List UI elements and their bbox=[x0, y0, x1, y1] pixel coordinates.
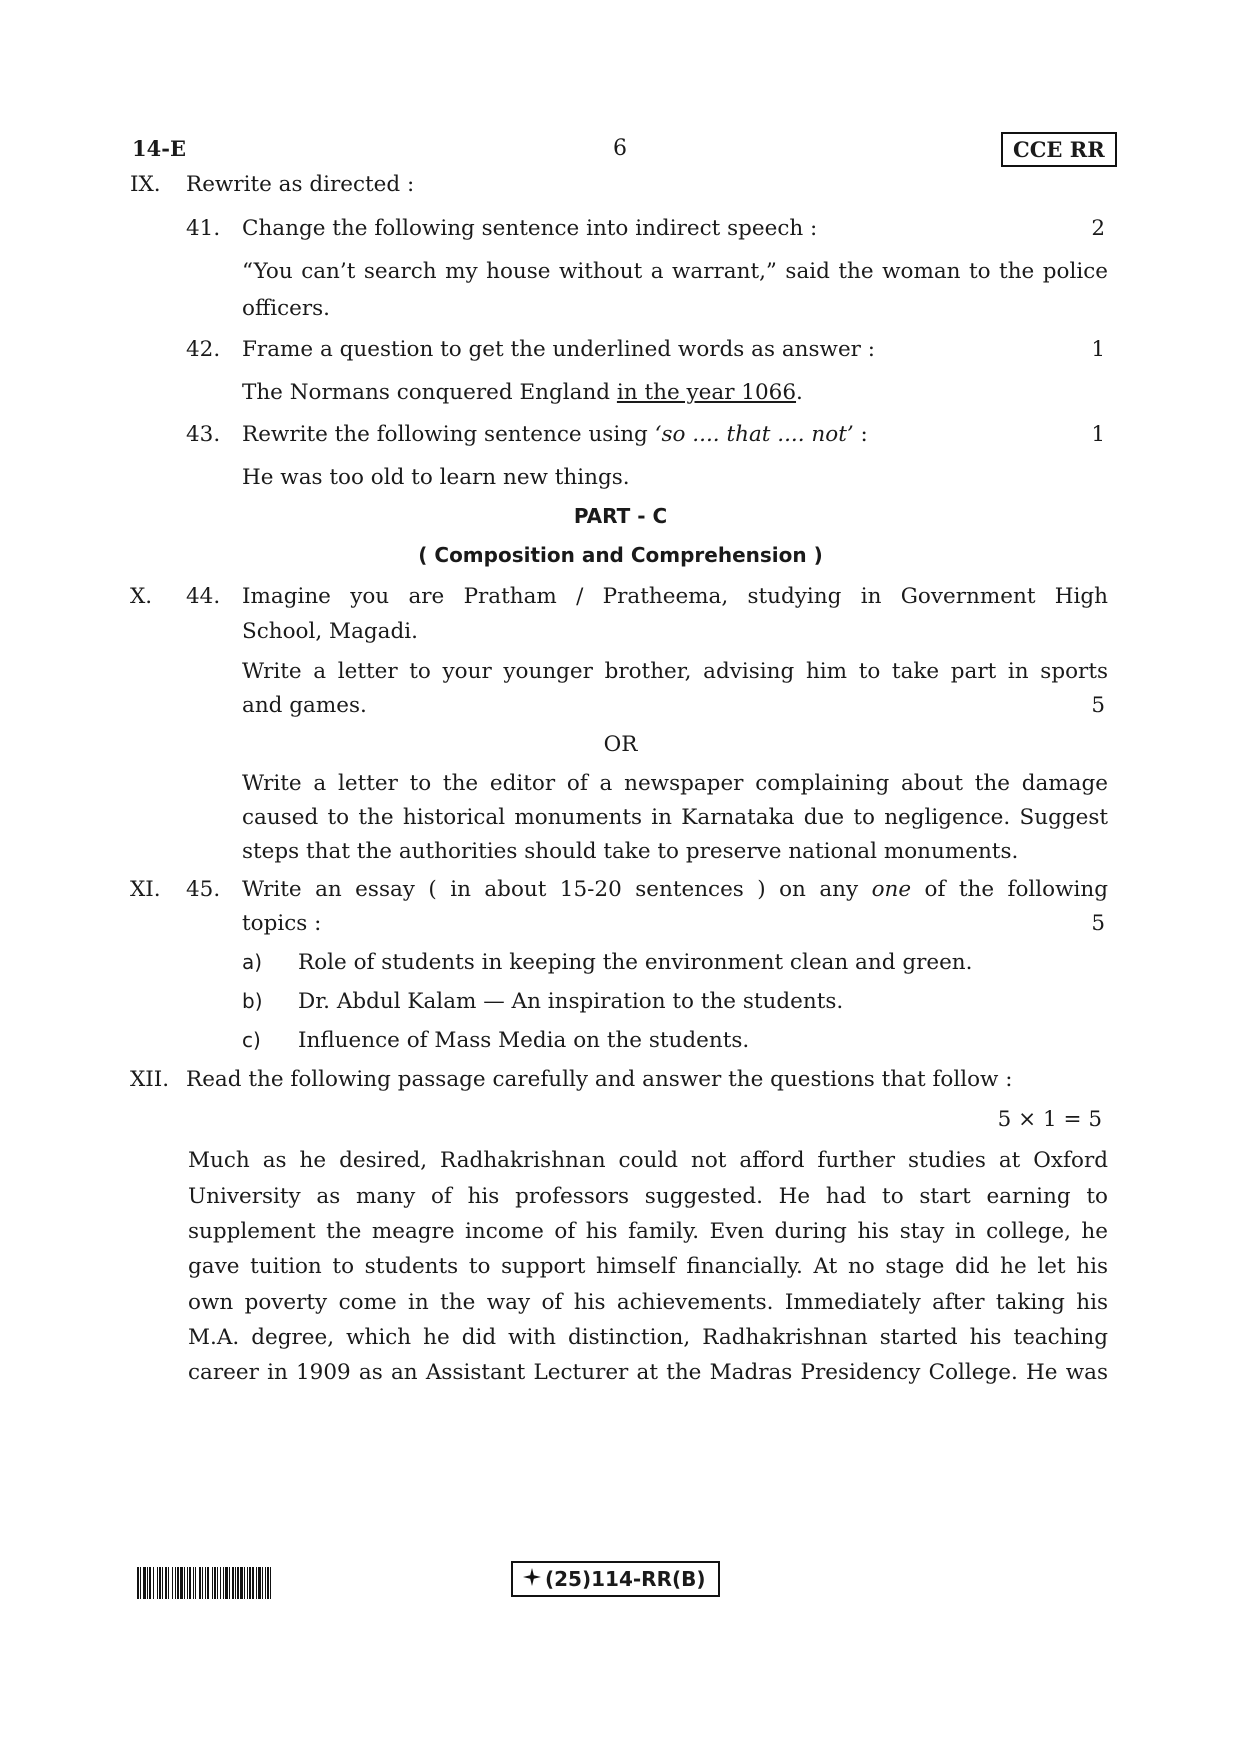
passage-line: career in 1909 as an Assistant Lecturer at the Madras Presidency College. He was bbox=[188, 1360, 1108, 1385]
q44-line-3: Write a letter to your younger brother, advising him to take part in sports bbox=[242, 659, 1108, 684]
passage-line: M.A. degree, which he did with distinction, Radhakrishnan started his teaching bbox=[188, 1325, 1108, 1350]
section-roman: XI. bbox=[130, 877, 161, 902]
passage-line: supplement the meagre income of his family. Even during his stay in college, he bbox=[188, 1219, 1108, 1244]
section-roman: XII. bbox=[130, 1067, 170, 1092]
section-roman: X. bbox=[130, 584, 153, 609]
section-ix-heading bbox=[0, 172, 1241, 206]
question-number: 45. bbox=[186, 877, 221, 902]
question-number: 44. bbox=[186, 584, 221, 609]
q44-line-2: School, Magadi. bbox=[242, 619, 418, 644]
section-roman: IX. bbox=[130, 172, 161, 197]
option-label: c) bbox=[242, 1028, 261, 1052]
question-text bbox=[242, 422, 868, 447]
star-icon bbox=[523, 1567, 541, 1591]
section-xii-marks-row bbox=[0, 1107, 1241, 1141]
option-text: Role of students in keeping the environment clean and green. bbox=[298, 950, 973, 975]
barcode bbox=[137, 1567, 387, 1599]
q45-line-1-start: Write an essay ( in about 15-20 sentences ) on any bbox=[242, 877, 872, 902]
q45-line-2-row bbox=[0, 911, 1241, 945]
question-text: Frame a question to get the underlined words as answer : bbox=[242, 337, 876, 362]
page-number: 6 bbox=[613, 136, 627, 161]
q43-text-start: Rewrite the following sentence using bbox=[242, 422, 655, 447]
part-c-subtitle: ( Composition and Comprehension ) bbox=[418, 543, 823, 567]
paper-code: (25)114-RR(B) bbox=[545, 1567, 706, 1591]
q44-line-1: Imagine you are Pratham / Pratheema, studying in Government High bbox=[242, 584, 1108, 609]
question-marks: 5 bbox=[1091, 693, 1105, 718]
paper-code-box bbox=[511, 1561, 720, 1597]
section-title: Read the following passage carefully and answer the questions that follow : bbox=[186, 1067, 1013, 1092]
passage-line: Much as he desired, Radhakrishnan could not afford further studies at Oxford bbox=[188, 1148, 1108, 1173]
question-marks: 2 bbox=[1091, 216, 1105, 241]
question-41 bbox=[0, 216, 1241, 250]
q42-sentence-start: The Normans conquered England bbox=[242, 380, 617, 405]
q44-line-4-row bbox=[0, 693, 1241, 727]
exam-code: 14-E bbox=[132, 136, 186, 161]
question-marks: 5 bbox=[1091, 911, 1105, 936]
q45-line-1-end: of the following bbox=[911, 877, 1109, 902]
passage-line: own poverty come in the way of his achievements. Immediately after taking his bbox=[188, 1290, 1108, 1315]
passage-line: gave tuition to students to support himself financially. At no stage did he let his bbox=[188, 1254, 1108, 1279]
q43-sentence: He was too old to learn new things. bbox=[242, 465, 630, 490]
question-marks: 1 bbox=[1091, 422, 1105, 447]
q43-structure: ‘so .... that .... not’ bbox=[654, 422, 854, 447]
question-marks: 1 bbox=[1091, 337, 1105, 362]
option-text: Influence of Mass Media on the students. bbox=[298, 1028, 750, 1053]
q44-alt-line-2: caused to the historical monuments in Karnataka due to negligence. Suggest bbox=[242, 805, 1108, 830]
paper-type-box: CCE RR bbox=[1001, 132, 1117, 167]
part-c-title: PART - C bbox=[573, 504, 668, 528]
q45-line-1 bbox=[242, 877, 1108, 902]
q41-sentence-line-1: “You can’t search my house without a warrant,” said the woman to the police bbox=[242, 259, 1108, 284]
q44-alt-line-3: steps that the authorities should take to preserve national monuments. bbox=[242, 839, 1019, 864]
question-42 bbox=[0, 337, 1241, 371]
q42-sentence-end: . bbox=[796, 380, 803, 405]
question-number: 42. bbox=[186, 337, 221, 362]
option-label: b) bbox=[242, 989, 263, 1013]
q43-text-end: : bbox=[853, 422, 868, 447]
q45-line-2: topics : bbox=[242, 911, 322, 936]
question-43 bbox=[0, 422, 1241, 456]
question-text: Change the following sentence into indirect speech : bbox=[242, 216, 818, 241]
option-text: Dr. Abdul Kalam — An inspiration to the students. bbox=[298, 989, 844, 1014]
essay-option-b bbox=[0, 989, 1241, 1023]
section-xii-heading bbox=[0, 1067, 1241, 1101]
question-number: 41. bbox=[186, 216, 221, 241]
passage-line: University as many of his professors suggested. He had to start earning to bbox=[188, 1184, 1108, 1209]
q42-underlined-words: in the year 1066 bbox=[616, 380, 797, 405]
essay-option-c bbox=[0, 1028, 1241, 1062]
or-separator: OR bbox=[603, 732, 638, 757]
q45-line-1-emphasis: one bbox=[871, 877, 912, 902]
section-title: Rewrite as directed : bbox=[186, 172, 415, 197]
essay-option-a bbox=[0, 950, 1241, 984]
section-marks: 5 × 1 = 5 bbox=[997, 1107, 1102, 1132]
q41-sentence-line-2: officers. bbox=[242, 296, 331, 321]
q42-sentence bbox=[242, 380, 1108, 405]
barcode-bar bbox=[271, 1567, 273, 1599]
question-number: 43. bbox=[186, 422, 221, 447]
option-label: a) bbox=[242, 950, 263, 974]
q44-alt-line-1: Write a letter to the editor of a newspaper complaining about the damage bbox=[242, 771, 1108, 796]
q44-line-4: and games. bbox=[242, 693, 367, 718]
